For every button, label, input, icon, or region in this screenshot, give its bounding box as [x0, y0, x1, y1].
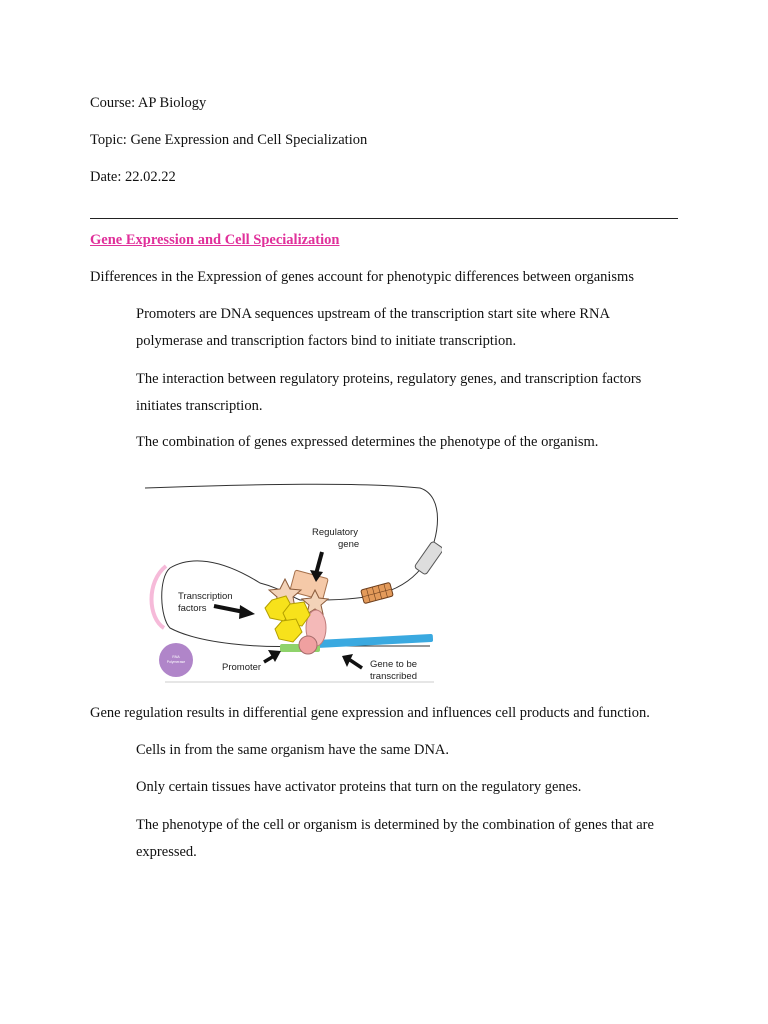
point-phenotype-line2: expressed. [136, 844, 197, 860]
point-activator-proteins: Only certain tissues have activator proteins that turn on the regulatory genes. [136, 779, 582, 795]
topic-line: Topic: Gene Expression and Cell Specialization [90, 132, 368, 148]
arrow-promoter [264, 650, 281, 662]
label-regulatory-gene-1: Regulatory [312, 527, 358, 538]
point-promoters-line2: polymerase and transcription factors bind to initiate transcription. [136, 333, 517, 349]
label-gene-to-be-transcribed-1: Gene to be [370, 659, 418, 670]
label-promoter: Promoter [222, 662, 262, 673]
arrow-gene-to-be-transcribed [342, 654, 362, 668]
date-line: Date: 22.02.22 [90, 169, 176, 185]
gene-regulation-diagram [140, 478, 442, 686]
label-regulatory-gene-2: gene [338, 539, 360, 550]
point-same-dna: Cells in from the same organism have the same DNA. [136, 742, 450, 758]
point-combination: The combination of genes expressed determines the phenotype of the organism. [136, 434, 599, 450]
intro-paragraph: Differences in the Expression of genes account for phenotypic differences between organisms [90, 269, 634, 285]
label-transcription-factors-1: Transcription [178, 591, 233, 602]
label-transcription-factors-2: factors [178, 603, 207, 614]
rna-polymerase-label-1: RNA [172, 655, 180, 659]
regulatory-gene-box [290, 570, 329, 600]
rna-polymerase-label-2: Polymerase [166, 660, 186, 664]
section-heading: Gene Expression and Cell Specialization [90, 232, 340, 248]
course-line: Course: AP Biology [90, 95, 207, 111]
point-phenotype-line1: The phenotype of the cell or organism is determined by the combination of genes that are [136, 817, 654, 833]
arrow-transcription-factors [214, 605, 255, 619]
horizontal-rule [90, 218, 678, 219]
point-interaction-line2: initiates transcription. [136, 398, 263, 414]
transcription-factor-3 [275, 619, 302, 642]
dna-element-grey [414, 541, 442, 575]
point-interaction-line1: The interaction between regulatory proteins, regulatory genes, and transcription factors [136, 371, 642, 387]
activator-arc [152, 566, 167, 628]
mediator-protein-small [299, 636, 317, 654]
point-promoters-line1: Promoters are DNA sequences upstream of the transcription start site where RNA [136, 306, 610, 322]
label-gene-to-be-transcribed-2: transcribed [370, 671, 417, 682]
gene-regulation-paragraph: Gene regulation results in differential gene expression and influences cell products and function. [90, 705, 650, 721]
